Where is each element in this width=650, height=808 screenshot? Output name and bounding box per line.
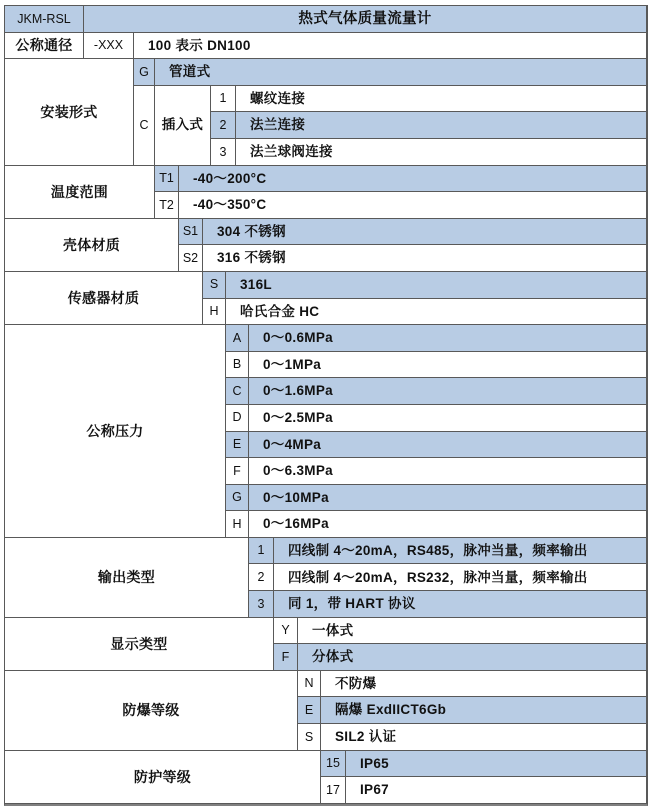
option-value-pressure-b: 0～1MPa (249, 352, 647, 379)
section-label-nominal-diameter: 公称通径 (5, 33, 84, 60)
option-code-insert-1: 1 (211, 86, 236, 113)
ordering-code-table-wrap (4, 5, 648, 806)
option-value-non-explosion-proof: 不防爆 (321, 671, 647, 698)
option-value-output-3: 同 1，带 HART 协议 (274, 591, 647, 618)
option-value-316: 316 不锈钢 (203, 245, 647, 272)
option-value-pressure-e: 0～4MPa (249, 432, 647, 459)
option-value-dn100: 100 表示 DN100 (134, 33, 647, 60)
option-code-pressure-g: G (226, 485, 249, 512)
option-code-t2: T2 (155, 192, 179, 219)
option-code-insert-3: 3 (211, 139, 236, 166)
option-value-ip67: IP67 (346, 777, 647, 804)
option-value-flange-ball-valve: 法兰球阀连接 (236, 139, 647, 166)
option-value-output-2: 四线制 4～20mA，RS232，脉冲当量，频率输出 (274, 564, 647, 591)
option-code-c: C (134, 86, 155, 166)
section-label-protection-rating: 防护等级 (5, 751, 321, 804)
option-value-t2: -40～350°C (179, 192, 647, 219)
section-label-installation: 安装形式 (5, 59, 134, 165)
option-code-e: E (298, 697, 321, 724)
option-value-hastelloy: 哈氏合金 HC (226, 299, 647, 326)
option-code-s1: S1 (179, 219, 203, 246)
option-code-pressure-a: A (226, 325, 249, 352)
section-label-temperature-range: 温度范围 (5, 166, 155, 219)
section-label-nominal-pressure: 公称压力 (5, 325, 226, 538)
option-code-insert-2: 2 (211, 112, 236, 139)
option-code-s-sil: S (298, 724, 321, 751)
option-value-output-1: 四线制 4～20mA，RS485，脉冲当量，频率输出 (274, 538, 647, 565)
option-value-304: 304 不锈钢 (203, 219, 647, 246)
option-code-h: H (203, 299, 226, 326)
model-code: JKM-RSL (5, 6, 84, 33)
option-value-pressure-a: 0～0.6MPa (249, 325, 647, 352)
product-title: 热式气体质量流量计 (84, 6, 647, 33)
option-code-15: 15 (321, 751, 346, 778)
option-code-f: F (274, 644, 298, 671)
option-value-flameproof: 隔爆 ExdIICT6Gb (321, 697, 647, 724)
option-value-pressure-h: 0～16MPa (249, 511, 647, 538)
option-value-sil2: SIL2 认证 (321, 724, 647, 751)
section-label-housing-material: 壳体材质 (5, 219, 179, 272)
option-code-pressure-d: D (226, 405, 249, 432)
section-label-display-type: 显示类型 (5, 618, 274, 671)
option-code-output-1: 1 (249, 538, 274, 565)
option-code-output-3: 3 (249, 591, 274, 618)
option-value-ip65: IP65 (346, 751, 647, 778)
option-value-pressure-c: 0～1.6MPa (249, 378, 647, 405)
section-label-output-type: 输出类型 (5, 538, 249, 618)
option-code-g: G (134, 59, 155, 86)
option-code-xxx: -XXX (84, 33, 134, 60)
option-code-s2: S2 (179, 245, 203, 272)
option-value-integrated: 一体式 (298, 618, 647, 645)
option-value-thread-connection: 螺纹连接 (236, 86, 647, 113)
option-code-output-2: 2 (249, 564, 274, 591)
option-code-s: S (203, 272, 226, 299)
section-label-sensor-material: 传感器材质 (5, 272, 203, 325)
option-value-pressure-g: 0～10MPa (249, 485, 647, 512)
option-value-pipeline: 管道式 (155, 59, 647, 86)
option-code-pressure-e: E (226, 432, 249, 459)
option-code-pressure-b: B (226, 352, 249, 379)
section-label-explosion-proof: 防爆等级 (5, 671, 298, 751)
option-code-17: 17 (321, 777, 346, 804)
option-value-t1: -40～200°C (179, 166, 647, 193)
option-value-316l: 316L (226, 272, 647, 299)
option-code-t1: T1 (155, 166, 179, 193)
option-value-pressure-f: 0～6.3MPa (249, 458, 647, 485)
option-value-remote: 分体式 (298, 644, 647, 671)
option-value-insertion: 插入式 (155, 86, 211, 166)
option-code-y: Y (274, 618, 298, 645)
option-code-pressure-c: C (226, 378, 249, 405)
option-code-n: N (298, 671, 321, 698)
option-value-flange-connection: 法兰连接 (236, 112, 647, 139)
spec-table (4, 5, 648, 806)
option-value-pressure-d: 0～2.5MPa (249, 405, 647, 432)
option-code-pressure-h: H (226, 511, 249, 538)
option-code-pressure-f: F (226, 458, 249, 485)
